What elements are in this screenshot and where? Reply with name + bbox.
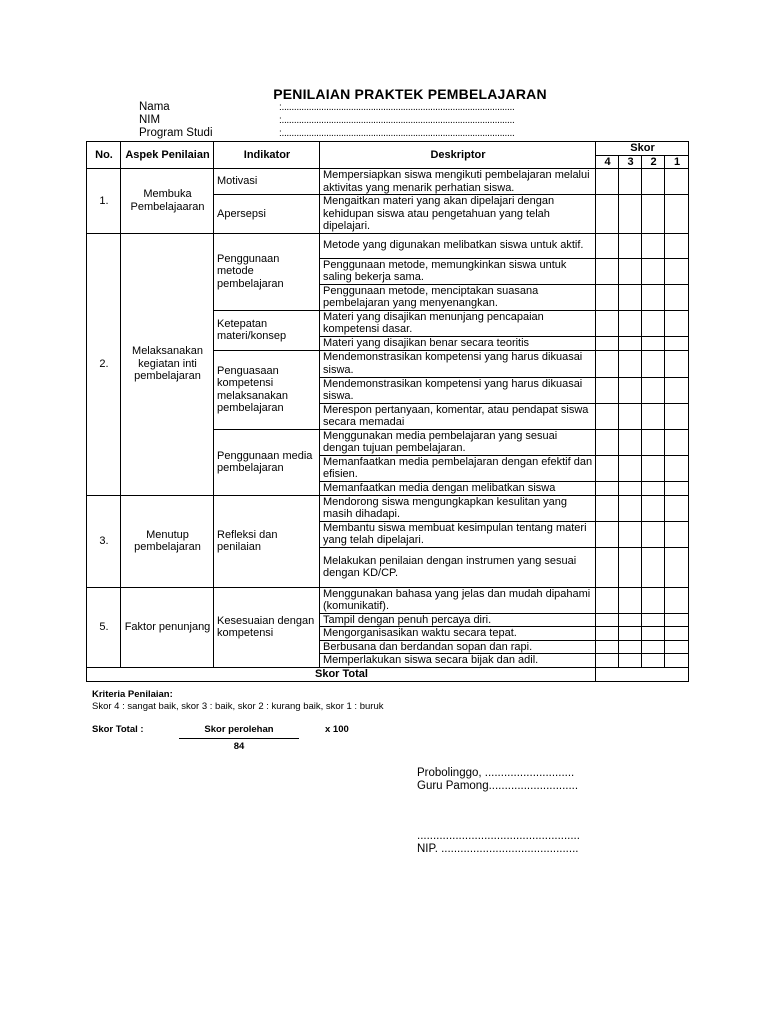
score-cell[interactable] (619, 627, 642, 641)
score-cell[interactable] (642, 169, 665, 195)
header-deskriptor: Deskriptor (320, 142, 596, 169)
criteria-text: Skor 4 : sangat baik, skor 3 : baik, skor 2 : kurang baik, skor 1 : buruk (92, 701, 384, 712)
score-cell[interactable] (642, 377, 665, 403)
formula-multiplier: x 100 (325, 724, 349, 735)
score-cell[interactable] (619, 654, 642, 668)
score-cell[interactable] (596, 350, 619, 377)
score-cell[interactable] (619, 403, 642, 429)
score-cell[interactable] (642, 495, 665, 521)
score-cell[interactable] (665, 350, 689, 377)
descriptor-cell: Menggunakan media pembelajaran yang sesuai dengan tujuan pembelajaran. (320, 429, 596, 455)
signature-line: ................................................... (417, 830, 580, 842)
descriptor-cell: Materi yang disajikan menunjang pencapaian kompetensi dasar. (320, 310, 596, 336)
descriptor-cell: Penggunaan metode, memungkinkan siswa untuk saling bekerja sama. (320, 258, 596, 284)
score-cell[interactable] (619, 195, 642, 234)
score-cell[interactable] (619, 310, 642, 336)
indikator-cell: Apersepsi (214, 195, 320, 234)
score-cell[interactable] (619, 613, 642, 627)
score-cell[interactable] (596, 429, 619, 455)
total-label: Skor Total (87, 667, 596, 681)
descriptor-cell: Mengorganisasikan waktu secara tepat. (320, 627, 596, 641)
score-cell[interactable] (619, 495, 642, 521)
section-number: 2. (87, 233, 121, 495)
identity-field-nim[interactable]: :.............................................................................................. (279, 115, 515, 126)
header-score-2: 2 (642, 155, 665, 169)
identity-label-nama: Nama (139, 101, 170, 113)
formula-numerator: Skor perolehan (179, 724, 299, 739)
score-cell[interactable] (619, 429, 642, 455)
header-skor: Skor (596, 142, 689, 156)
score-cell[interactable] (665, 627, 689, 641)
indikator-cell: Penggunaan media pembelajaran (214, 429, 320, 495)
descriptor-cell: Memperlakukan siswa secara bijak dan adil. (320, 654, 596, 668)
assessment-table (86, 141, 689, 682)
score-cell[interactable] (596, 521, 619, 547)
score-cell[interactable] (596, 403, 619, 429)
score-cell[interactable] (642, 547, 665, 587)
score-cell[interactable] (642, 521, 665, 547)
score-cell[interactable] (665, 587, 689, 613)
score-cell[interactable] (642, 429, 665, 455)
score-cell[interactable] (619, 455, 642, 481)
signature-nip: NIP. ........................................... (417, 843, 579, 855)
score-cell[interactable] (596, 587, 619, 613)
indikator-cell: Refleksi dan penilaian (214, 495, 320, 587)
signature-role: Guru Pamong............................ (417, 780, 579, 792)
score-cell[interactable] (596, 377, 619, 403)
score-cell[interactable] (665, 547, 689, 587)
score-cell[interactable] (642, 455, 665, 481)
score-cell[interactable] (665, 654, 689, 668)
score-cell[interactable] (596, 258, 619, 284)
header-indikator: Indikator (214, 142, 320, 169)
score-cell[interactable] (596, 284, 619, 310)
descriptor-cell: Mendemonstrasikan kompetensi yang harus dikuasai siswa. (320, 377, 596, 403)
descriptor-cell: Memanfaatkan media dengan melibatkan siswa (320, 481, 596, 495)
score-cell[interactable] (596, 495, 619, 521)
score-cell[interactable] (642, 284, 665, 310)
header-score-3: 3 (619, 155, 642, 169)
score-cell[interactable] (665, 429, 689, 455)
descriptor-cell: Membantu siswa membuat kesimpulan tentang materi yang telah dipelajari. (320, 521, 596, 547)
descriptor-cell: Penggunaan metode, menciptakan suasana pembelajaran yang menyenangkan. (320, 284, 596, 310)
identity-field-nama[interactable]: :.............................................................................................. (279, 102, 515, 113)
formula-label: Skor Total : (92, 724, 144, 735)
descriptor-cell: Metode yang digunakan melibatkan siswa untuk aktif. (320, 233, 596, 258)
descriptor-cell: Mendemonstrasikan kompetensi yang harus dikuasai siswa. (320, 350, 596, 377)
section-number: 3. (87, 495, 121, 587)
descriptor-cell: Melakukan penilaian dengan instrumen yang sesuai dengan KD/CP. (320, 547, 596, 587)
aspek-cell: Melaksanakan kegiatan inti pembelajaran (121, 233, 214, 495)
score-cell[interactable] (619, 336, 642, 350)
score-cell[interactable] (642, 233, 665, 258)
score-cell[interactable] (642, 195, 665, 234)
score-cell[interactable] (596, 640, 619, 654)
score-cell[interactable] (619, 169, 642, 195)
indikator-cell: Motivasi (214, 169, 320, 195)
indikator-cell: Penguasaan kompetensi melaksanakan pembelajaran (214, 350, 320, 429)
score-cell[interactable] (619, 640, 642, 654)
score-cell[interactable] (596, 627, 619, 641)
score-cell[interactable] (642, 336, 665, 350)
score-cell[interactable] (665, 195, 689, 234)
score-cell[interactable] (596, 455, 619, 481)
score-cell[interactable] (665, 310, 689, 336)
page-title: PENILAIAN PRAKTEK PEMBELAJARAN (273, 86, 547, 102)
score-cell[interactable] (665, 284, 689, 310)
score-cell[interactable] (619, 547, 642, 587)
score-cell[interactable] (619, 521, 642, 547)
score-cell[interactable] (665, 481, 689, 495)
score-cell[interactable] (642, 310, 665, 336)
score-cell[interactable] (642, 654, 665, 668)
score-cell[interactable] (642, 258, 665, 284)
identity-field-prodi[interactable]: :.............................................................................................. (279, 128, 515, 139)
score-cell[interactable] (665, 169, 689, 195)
descriptor-cell: Menggunakan bahasa yang jelas dan mudah dipahami (komunikatif). (320, 587, 596, 613)
score-cell[interactable] (665, 613, 689, 627)
score-cell[interactable] (665, 377, 689, 403)
descriptor-cell: Materi yang disajikan benar secara teoritis (320, 336, 596, 350)
formula-denominator: 84 (233, 741, 245, 752)
score-cell[interactable] (665, 233, 689, 258)
score-cell[interactable] (642, 627, 665, 641)
total-score-cell[interactable] (596, 667, 689, 681)
signature-place: Probolinggo, ............................ (417, 767, 575, 779)
score-cell[interactable] (665, 258, 689, 284)
header-score-1: 1 (665, 155, 689, 169)
score-cell[interactable] (596, 336, 619, 350)
score-cell[interactable] (665, 640, 689, 654)
score-cell[interactable] (596, 195, 619, 234)
score-cell[interactable] (596, 169, 619, 195)
score-cell[interactable] (596, 654, 619, 668)
indikator-cell: Kesesuaian dengan kompetensi (214, 587, 320, 667)
score-cell[interactable] (619, 587, 642, 613)
score-cell[interactable] (619, 258, 642, 284)
header-score-4: 4 (596, 155, 619, 169)
descriptor-cell: Mengaitkan materi yang akan dipelajari dengan kehidupan siswa atau pengetahuan yang telah dipelajari. (320, 195, 596, 234)
score-cell[interactable] (642, 350, 665, 377)
score-cell[interactable] (642, 640, 665, 654)
score-cell[interactable] (665, 403, 689, 429)
score-cell[interactable] (619, 233, 642, 258)
aspek-cell: Faktor penunjang (121, 587, 214, 667)
score-cell[interactable] (596, 233, 619, 258)
section-number: 5. (87, 587, 121, 667)
score-cell[interactable] (642, 613, 665, 627)
identity-label-nim: NIM (139, 114, 161, 126)
header-aspek: Aspek Penilaian (121, 142, 214, 169)
score-cell[interactable] (596, 481, 619, 495)
aspek-cell: Membuka Pembelajaaran (121, 169, 214, 234)
descriptor-cell: Memanfaatkan media pembelajaran dengan efektif dan efisien. (320, 455, 596, 481)
indikator-cell: Penggunaan metode pembelajaran (214, 233, 320, 310)
score-cell[interactable] (642, 587, 665, 613)
aspek-cell: Menutup pembelajaran (121, 495, 214, 587)
descriptor-cell: Merespon pertanyaan, komentar, atau pendapat siswa secara memadai (320, 403, 596, 429)
score-cell[interactable] (665, 336, 689, 350)
header-no: No. (87, 142, 121, 169)
section-number: 1. (87, 169, 121, 234)
score-cell[interactable] (642, 403, 665, 429)
score-cell[interactable] (596, 310, 619, 336)
criteria-heading: Kriteria Penilaian: (92, 689, 173, 700)
descriptor-cell: Mendorong siswa mengungkapkan kesulitan yang masih dihadapi. (320, 495, 596, 521)
identity-label-prodi: Program Studi (139, 127, 213, 139)
score-cell[interactable] (665, 521, 689, 547)
descriptor-cell: Tampil dengan penuh percaya diri. (320, 613, 596, 627)
score-cell[interactable] (619, 284, 642, 310)
score-cell[interactable] (619, 377, 642, 403)
score-cell[interactable] (596, 547, 619, 587)
score-cell[interactable] (596, 613, 619, 627)
score-cell[interactable] (665, 495, 689, 521)
descriptor-cell: Berbusana dan berdandan sopan dan rapi. (320, 640, 596, 654)
score-cell[interactable] (619, 350, 642, 377)
descriptor-cell: Mempersiapkan siswa mengikuti pembelajaran melalui aktivitas yang menarik perhatian siswa. (320, 169, 596, 195)
score-cell[interactable] (619, 481, 642, 495)
score-cell[interactable] (642, 481, 665, 495)
score-cell[interactable] (665, 455, 689, 481)
indikator-cell: Ketepatan materi/konsep (214, 310, 320, 350)
